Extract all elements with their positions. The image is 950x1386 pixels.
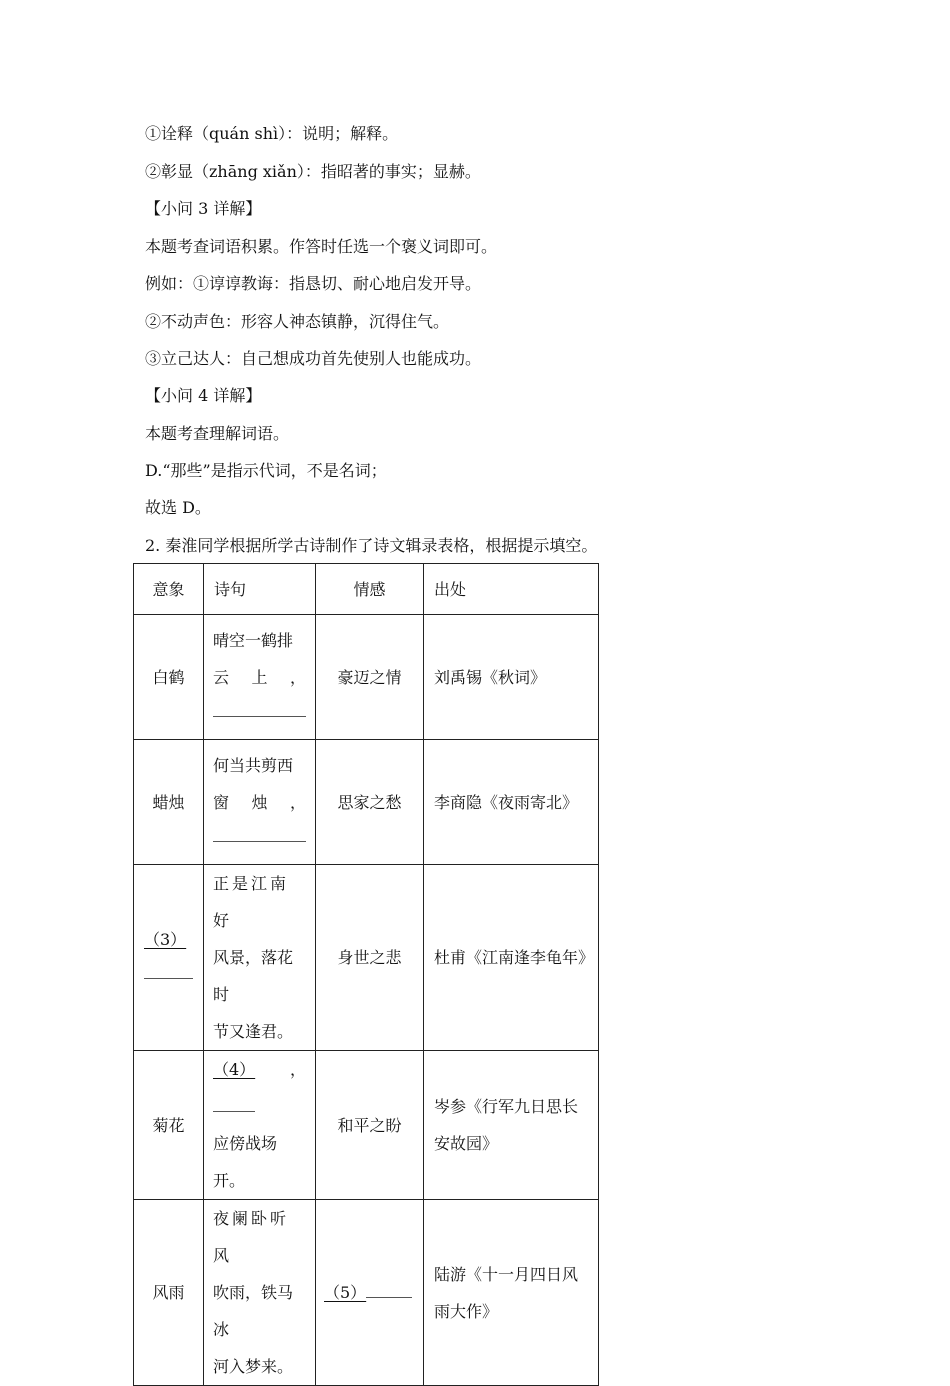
cell-image: 菊花 (134, 1051, 204, 1200)
cell-emotion: 和平之盼 (316, 1051, 424, 1200)
note-quanshi: ①诠释（quán shì）：说明；解释。 (145, 124, 399, 143)
cell-image (134, 865, 204, 1051)
cell-verse (204, 740, 316, 865)
table-row (134, 1051, 599, 1200)
header-image: 意象 (134, 564, 204, 615)
verse-line: 正是江南好 (213, 874, 290, 930)
cell-source: 李商隐《夜雨寄北》 (424, 740, 599, 865)
paragraph-q4-intro: 本题考查理解词语。 (145, 424, 290, 443)
paragraph-q4-answer: 故选 D。 (145, 498, 211, 517)
cell-image: 风雨 (134, 1200, 204, 1386)
verse-line: 窗 烛 ， (213, 792, 306, 812)
verse-line: （4） ， (213, 1051, 306, 1125)
paragraph-q3-example-2: ②不动声色：形容人神态镇静，沉得住气。 (145, 312, 450, 331)
cell-source: 杜甫《江南逢李龟年》 (424, 865, 599, 1051)
cell-verse (204, 865, 316, 1051)
answer-blank-1[interactable] (213, 696, 306, 733)
cell-emotion (316, 1200, 424, 1386)
cell-source: 陆游《十一月四日风 雨大作》 (424, 1200, 599, 1386)
verse-line: 应傍战场开。 (213, 1134, 278, 1190)
answer-blank-2[interactable] (213, 821, 306, 858)
table-row (134, 740, 599, 865)
verse-line: 吹雨，铁马冰 (213, 1283, 294, 1339)
section-heading-q3: 【小问 3 详解】 (145, 199, 262, 218)
poetry-table (133, 563, 599, 1386)
table-row (134, 865, 599, 1051)
table-header-row (134, 564, 599, 615)
paragraph-q3-example-3: ③立己达人：自己想成功首先使别人也能成功。 (145, 349, 482, 368)
paragraph-q3-example-1: 例如：①谆谆教诲：指恳切、耐心地启发开导。 (145, 274, 482, 293)
header-verse: 诗句 (204, 564, 316, 615)
verse-line: 晴空一鹤排 (213, 630, 294, 650)
cell-image: 白鹤 (134, 615, 204, 740)
verse-line: 何当共剪西 (213, 755, 294, 775)
verse-line: 河入梦来。 (213, 1357, 294, 1376)
answer-blank-3[interactable] (144, 958, 193, 995)
cell-source: 刘禹锡《秋词》 (424, 615, 599, 740)
cell-verse (204, 1051, 316, 1200)
paragraph-q3-intro: 本题考查词语积累。作答时任选一个褒义词即可。 (145, 237, 498, 256)
cell-emotion: 身世之悲 (316, 865, 424, 1051)
answer-blank-4[interactable] (213, 1097, 255, 1112)
verse-line: 云 上 ， (213, 667, 306, 687)
verse-line: 风景，落花时 (213, 948, 294, 1004)
answer-blank-3-label[interactable]: （3） (144, 929, 187, 949)
answer-blank-5-label[interactable]: （5） (324, 1283, 367, 1302)
verse-line: 节又逢君。 (213, 1022, 294, 1041)
cell-verse (204, 615, 316, 740)
cell-image: 蜡烛 (134, 740, 204, 865)
answer-blank-5[interactable] (366, 1283, 412, 1298)
section-heading-q4: 【小问 4 详解】 (145, 386, 262, 405)
verse-line: 夜阑卧听风 (213, 1209, 290, 1265)
cell-source: 岑参《行军九日思长 安故园》 (424, 1051, 599, 1200)
question-2-prompt: 2. 秦淮同学根据所学古诗制作了诗文辑录表格，根据提示填空。 (145, 536, 598, 555)
cell-verse (204, 1200, 316, 1386)
paragraph-q4-explain: D.“那些”是指示代词，不是名词； (145, 461, 387, 480)
header-source: 出处 (424, 564, 599, 615)
answer-blank-4-label[interactable]: （4） (213, 1060, 256, 1079)
cell-emotion: 豪迈之情 (316, 615, 424, 740)
note-zhangxian: ②彰显（zhāng xiǎn）：指昭著的事实；显赫。 (145, 162, 481, 181)
header-emotion: 情感 (316, 564, 424, 615)
cell-emotion: 思家之愁 (316, 740, 424, 865)
table-row (134, 615, 599, 740)
table-row (134, 1200, 599, 1386)
